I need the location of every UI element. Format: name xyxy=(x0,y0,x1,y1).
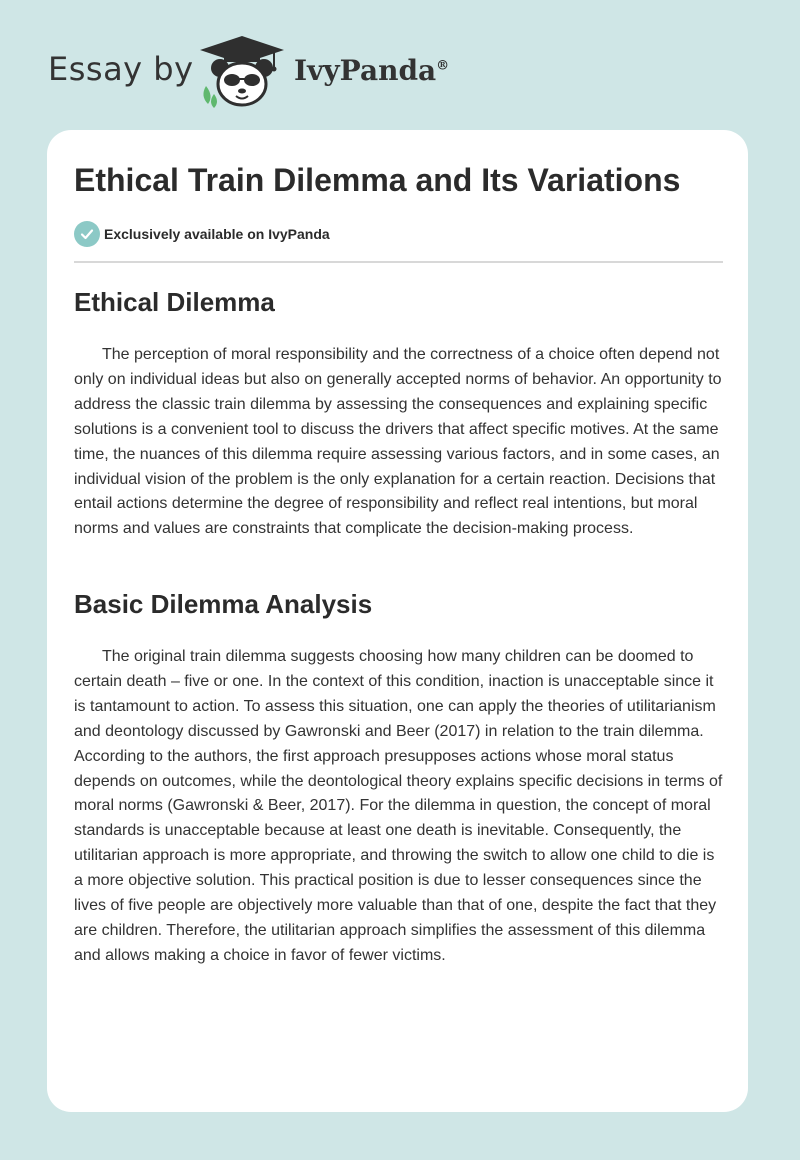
panda-graduate-logo-icon[interactable] xyxy=(198,34,286,110)
section-paragraph-basic-dilemma-analysis: The original train dilemma suggests choosing how many children can be doomed to certain death – five or one. In the context of this condition, inaction is unacceptable since it is tantamount to action. To assess this situation, one can apply the theories of utilitarianism and deontology discussed by Gawronski and Beer (2017) in relation to the train dilemma. According to the authors, the first approach presupposes actions whose moral status depends on outcomes, while the deontological theory explains specific decisions in terms of moral norms (Gawronski & Beer, 2017). For the dilemma in question, the concept of moral standards is unacceptable because at least one death is inevitable. Consequently, the utilitarian approach is more appropriate, and throwing the switch to allow one child to die is a more objective solution. This practical position is due to lesser consequences since the lives of five people are objectively more valuable than that of one, despite the fact that they are children. Therefore, the utilitarian approach simplifies the assessment of this dilemma and allows making a choice in favor of fewer victims. xyxy=(74,648,723,964)
article-card xyxy=(47,130,748,1112)
exclusive-badge xyxy=(74,221,330,247)
site-header xyxy=(48,30,548,110)
title-divider xyxy=(74,261,723,263)
brand-name[interactable] xyxy=(294,54,449,87)
check-circle-icon xyxy=(74,221,100,247)
section-heading-ethical-dilemma: Ethical Dilemma xyxy=(74,287,275,317)
registered-mark: ® xyxy=(436,58,450,74)
section-paragraph-ethical-dilemma: The perception of moral responsibility and the correctness of a choice often depend not only on individual ideas but also on generally accepted norms of behavior. An opportunity to address the classic train dilemma by assessing the consequences and explaining specific solutions is a convenient tool to discuss the drivers that affect specific motives. At the same time, the nuances of this dilemma require assessing various factors, and in some cases, an individual vision of the problem is the only explanation for a certain reaction. Decisions that entail actions determine the degree of responsibility and reflect real intentions, but moral norms and values are constraints that complicate the decision-making process. xyxy=(74,346,722,538)
essay-by-label: Essay by xyxy=(48,50,194,88)
brand-name-text: IvyPanda xyxy=(294,54,437,87)
exclusive-badge-label: Exclusively available on IvyPanda xyxy=(104,226,330,242)
article-title: Ethical Train Dilemma and Its Variations xyxy=(74,162,681,198)
section-heading-basic-dilemma-analysis: Basic Dilemma Analysis xyxy=(74,589,373,619)
